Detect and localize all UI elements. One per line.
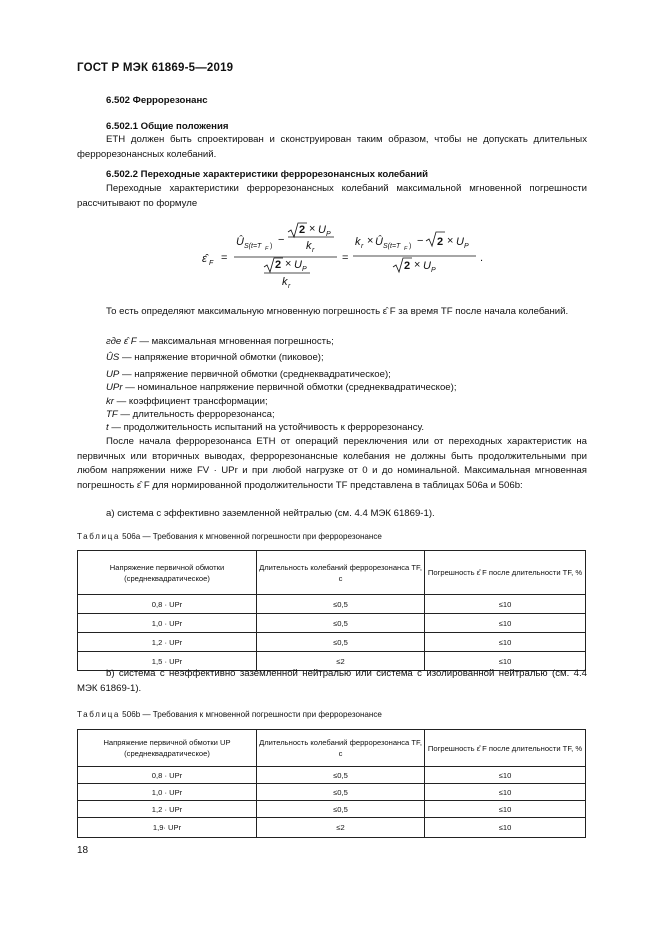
- table-506b: [77, 729, 586, 838]
- table-cell: ≤0,5: [257, 595, 425, 614]
- formula-max-error: [200, 218, 500, 294]
- formula-eq-1: =: [221, 252, 228, 264]
- table-cell: 1,0 · UPr: [78, 614, 257, 633]
- formula-sqrt2-1: 2: [299, 224, 306, 236]
- formula-lhs-sub: F: [209, 260, 214, 267]
- table-caption-text: 506а — Требования к мгновенной погрешности при феррорезонансе: [119, 532, 382, 541]
- table-cell: 1,0 · UPr: [78, 784, 257, 801]
- table-caption-506a: [77, 532, 382, 541]
- formula-up-1: U: [318, 224, 326, 236]
- legend-symbol: UPr: [106, 382, 123, 393]
- formula-times-3: ×: [367, 235, 374, 247]
- legend-symbol: kr: [106, 396, 114, 407]
- legend-text: — максимальная мгновенная погрешность;: [136, 336, 334, 347]
- table-header-row: [78, 730, 586, 767]
- table-row: [78, 633, 586, 652]
- formula-up-sub-1: P: [326, 231, 331, 238]
- section-heading-6-502-2: 6.502.2 Переходные характеристики феррорезонансных колебаний: [106, 169, 428, 180]
- legend-text: — длительность феррорезонанса;: [117, 409, 275, 420]
- formula-minus-1: −: [278, 234, 285, 246]
- formula-kr-1: k: [306, 240, 312, 252]
- formula-times-1: ×: [309, 223, 316, 235]
- table-caption-506b: [77, 710, 382, 719]
- legend-symbol: где ε̂ F: [106, 336, 137, 347]
- table-row: [78, 595, 586, 614]
- legend-row: [106, 409, 275, 421]
- formula-us-close-2: ): [409, 243, 412, 250]
- table-cell: 1,5 · UPr: [78, 652, 257, 671]
- page-number: 18: [77, 845, 89, 856]
- legend-symbol: UP: [106, 369, 120, 380]
- table-cell: 1,9· UPr: [78, 818, 257, 838]
- section-heading-6-502: 6.502 Феррорезонанс: [106, 95, 208, 106]
- formula-kr-2: k: [282, 276, 288, 288]
- formula-up-sub-4: P: [431, 267, 436, 274]
- formula-kr-sub-1: r: [312, 247, 315, 254]
- table-header-cell: Напряжение первичной обмотки (среднеквадратическое): [78, 551, 257, 595]
- table-cell: ≤10: [425, 652, 586, 671]
- table-cell: ≤0,5: [257, 784, 425, 801]
- table-cell: ≤10: [425, 801, 586, 818]
- table-row: [78, 784, 586, 801]
- table-row: [78, 767, 586, 784]
- legend-text: — номинальное напряжение первичной обмотки (среднеквадратическое);: [122, 382, 457, 393]
- table-cell: ≤10: [425, 784, 586, 801]
- table-row: [78, 801, 586, 818]
- table-cell: 0,8 · UPr: [78, 767, 257, 784]
- table-header-cell: Длительность колебаний феррорезонанса TF, с: [257, 730, 425, 767]
- legend-row: [106, 369, 391, 381]
- formula-up-sub-2: P: [302, 266, 307, 273]
- table-cell: ≤0,5: [257, 633, 425, 652]
- legend-row: [106, 422, 424, 434]
- legend-text: — напряжение первичной обмотки (среднеквадратическое);: [119, 369, 391, 380]
- formula-us-sub: S(t=T: [244, 243, 262, 250]
- formula-lhs: ε̂: [202, 253, 207, 265]
- formula-us-2: Û: [375, 236, 383, 248]
- legend-row: [106, 382, 457, 394]
- paragraph-general: ЕТН должен быть спроектирован и сконструирован таким образом, чтобы не допускать длительных феррорезонансных колебаний.: [77, 134, 587, 160]
- formula-up-2: U: [294, 259, 302, 271]
- formula-kr-sub-3: r: [361, 243, 364, 250]
- table-cell: ≤2: [257, 818, 425, 838]
- formula-period: .: [480, 252, 484, 264]
- formula-up-sub-3: P: [464, 243, 469, 250]
- table-cell: 1,2 · UPr: [78, 801, 257, 818]
- table-caption-word: Таблица: [77, 532, 120, 541]
- formula-sqrt2-2: 2: [275, 259, 282, 271]
- paragraph-transient: Переходные характеристики феррорезонансных колебаний максимальной мгновенной погрешности рассчитывают по формуле: [77, 183, 587, 209]
- legend-row: [106, 336, 334, 348]
- formula-times-4: ×: [447, 235, 454, 247]
- legend-symbol: t: [106, 422, 109, 433]
- formula-us-sub2: F: [265, 246, 269, 252]
- table-caption-word: Таблица: [77, 710, 120, 719]
- table-cell: ≤10: [425, 633, 586, 652]
- formula-us: Û: [236, 236, 244, 248]
- list-item-b: b) система с неэффективно заземленной нейтралью или система с изолированной нейтралью (см. 4.4 МЭК 61869-1).: [77, 668, 587, 694]
- table-header-cell: Напряжение первичной обмотки UP (среднеквадратическое): [78, 730, 257, 767]
- table-header-cell: Длительность колебаний феррорезонанса TF, с: [257, 551, 425, 595]
- table-row: [78, 818, 586, 838]
- legend-row: [106, 396, 268, 408]
- table-cell: 1,2 · UPr: [78, 633, 257, 652]
- table-cell: ≤10: [425, 767, 586, 784]
- document-header: ГОСТ Р МЭК 61869-5—2019: [77, 62, 234, 74]
- table-cell: 0,8 · UPr: [78, 595, 257, 614]
- formula-graphic: [200, 218, 500, 294]
- table-cell: ≤10: [425, 595, 586, 614]
- formula-kr-sub-2: r: [288, 283, 291, 290]
- paragraph-ferroresonance-start: После начала феррорезонанса ЕТН от операций переключения или от переходных характеристик на первичных или вторичных выводах, феррорезонансные колебания не должны быть продолжительными при любом напряжении ниже FV · UPr и при любой нагрузке от 0 и до номинальной. Максимальная мгновенная погрешность ε̂ F для нормированной продолжительности TF представлена в таблицах 506a и 506b:: [77, 436, 587, 491]
- legend-text: — коэффициент трансформации;: [114, 396, 268, 407]
- legend-text: — продолжительность испытаний на устойчивость к феррорезонансу.: [108, 422, 425, 433]
- table-cell: ≤10: [425, 614, 586, 633]
- formula-sqrt2-4: 2: [404, 260, 411, 272]
- formula-kr-3: k: [355, 236, 361, 248]
- table-cell: ≤10: [425, 818, 586, 838]
- table-506a: [77, 550, 586, 671]
- formula-sqrt2-3: 2: [437, 236, 444, 248]
- legend-symbol: ÛS: [106, 352, 120, 363]
- formula-us-sub-2: S(t=T: [383, 243, 401, 250]
- table-cell: ≤0,5: [257, 614, 425, 633]
- list-item-a: а) система с эффективно заземленной нейтралью (см. 4.4 МЭК 61869-1).: [106, 508, 435, 519]
- section-heading-6-502-1: 6.502.1 Общие положения: [106, 121, 229, 132]
- legend-symbol: TF: [106, 409, 118, 420]
- formula-up-4: U: [423, 260, 431, 272]
- paragraph-after-formula: То есть определяют максимальную мгновенную погрешность ε̂ F за время TF после начала колебаний.: [106, 306, 569, 317]
- table-cell: ≤0,5: [257, 767, 425, 784]
- table-header-cell: Погрешность ε̂ F после длительности TF, %: [425, 730, 586, 767]
- table-cell: ≤2: [257, 652, 425, 671]
- legend-row: [106, 352, 324, 364]
- formula-up-3: U: [456, 236, 464, 248]
- table-caption-text: 506b — Требования к мгновенной погрешности при феррорезонансе: [119, 710, 382, 719]
- formula-eq-2: =: [342, 252, 349, 264]
- legend-text: — напряжение вторичной обмотки (пиковое);: [119, 352, 324, 363]
- table-cell: ≤0,5: [257, 801, 425, 818]
- formula-times-2: ×: [285, 258, 292, 270]
- table-header-cell: Погрешность ε̂ F после длительности TF, %: [425, 551, 586, 595]
- formula-minus-2: −: [417, 235, 424, 247]
- table-row: [78, 614, 586, 633]
- table-header-row: [78, 551, 586, 595]
- formula-times-5: ×: [414, 259, 421, 271]
- formula-us-close: ): [270, 243, 273, 250]
- formula-us-sub2-2: F: [404, 246, 408, 252]
